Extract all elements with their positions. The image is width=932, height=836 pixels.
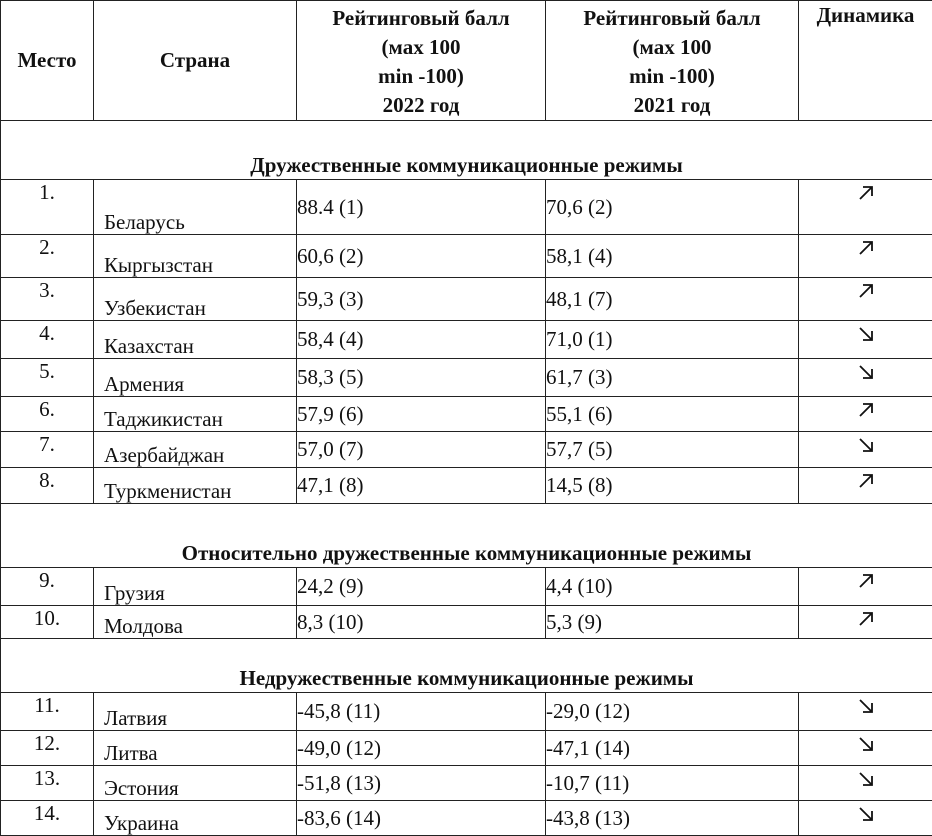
rating-2022-cell: 58,4 (4) bbox=[297, 321, 546, 359]
rating-2021-cell: 70,6 (2) bbox=[546, 180, 799, 235]
table-row bbox=[1, 432, 932, 468]
dynamics-cell bbox=[799, 606, 932, 639]
rating-2022-cell: -45,8 (11) bbox=[297, 693, 546, 731]
country-cell: Эстония bbox=[94, 766, 297, 801]
rating-2021-cell: 55,1 (6) bbox=[546, 397, 799, 432]
table-header-row bbox=[1, 1, 932, 121]
place-cell: 11. bbox=[1, 693, 94, 731]
rating-2022-cell: 47,1 (8) bbox=[297, 468, 546, 504]
section-title: Относительно дружественные коммуникационные режимы bbox=[1, 504, 932, 568]
header-dynamics: Динамика bbox=[799, 1, 932, 121]
country-cell: Армения bbox=[94, 359, 297, 397]
place-cell: 13. bbox=[1, 766, 94, 801]
header-place: Место bbox=[1, 1, 94, 121]
header-rating-2022-line: min -100) bbox=[297, 62, 545, 91]
rating-2021-cell: 58,1 (4) bbox=[546, 235, 799, 278]
section-row bbox=[1, 504, 932, 568]
header-rating-2022-line: Рейтинговый балл bbox=[297, 4, 545, 33]
table-row bbox=[1, 397, 932, 432]
header-rating-2021-line: Рейтинговый балл bbox=[546, 4, 798, 33]
place-cell: 7. bbox=[1, 432, 94, 468]
country-cell: Кыргызстан bbox=[94, 235, 297, 278]
country-cell: Казахстан bbox=[94, 321, 297, 359]
rating-2021-cell: 71,0 (1) bbox=[546, 321, 799, 359]
country-cell: Азербайджан bbox=[94, 432, 297, 468]
table-row bbox=[1, 606, 932, 639]
rating-2022-cell: -51,8 (13) bbox=[297, 766, 546, 801]
place-cell: 2. bbox=[1, 235, 94, 278]
dynamics-cell bbox=[799, 568, 932, 606]
arrow-up-right-icon bbox=[858, 611, 874, 627]
rating-2021-cell: 5,3 (9) bbox=[546, 606, 799, 639]
arrow-down-right-icon bbox=[858, 806, 874, 822]
rating-2022-cell: 57,9 (6) bbox=[297, 397, 546, 432]
rating-2022-cell: 88.4 (1) bbox=[297, 180, 546, 235]
place-cell: 1. bbox=[1, 180, 94, 235]
arrow-down-right-icon bbox=[858, 364, 874, 380]
rating-2021-cell: 4,4 (10) bbox=[546, 568, 799, 606]
place-cell: 8. bbox=[1, 468, 94, 504]
arrow-up-right-icon bbox=[858, 402, 874, 418]
table-row bbox=[1, 235, 932, 278]
arrow-up-right-icon bbox=[858, 283, 874, 299]
section-title: Недружественные коммуникационные режимы bbox=[1, 639, 932, 693]
rating-2022-cell: 8,3 (10) bbox=[297, 606, 546, 639]
dynamics-cell bbox=[799, 397, 932, 432]
arrow-up-right-icon bbox=[858, 185, 874, 201]
dynamics-cell bbox=[799, 731, 932, 766]
rating-2022-cell: 24,2 (9) bbox=[297, 568, 546, 606]
dynamics-cell bbox=[799, 468, 932, 504]
rating-2021-cell: 14,5 (8) bbox=[546, 468, 799, 504]
section-row bbox=[1, 121, 932, 180]
dynamics-cell bbox=[799, 359, 932, 397]
header-rating-2021-line: (мах 100 bbox=[546, 33, 798, 62]
arrow-up-right-icon bbox=[858, 240, 874, 256]
country-cell: Литва bbox=[94, 731, 297, 766]
header-rating-2022-line: 2022 год bbox=[297, 91, 545, 120]
place-cell: 12. bbox=[1, 731, 94, 766]
table-row bbox=[1, 321, 932, 359]
place-cell: 5. bbox=[1, 359, 94, 397]
place-cell: 9. bbox=[1, 568, 94, 606]
header-rating-2022-line: (мах 100 bbox=[297, 33, 545, 62]
rating-2021-cell: -29,0 (12) bbox=[546, 693, 799, 731]
rating-2021-cell: -43,8 (13) bbox=[546, 801, 799, 836]
arrow-down-right-icon bbox=[858, 698, 874, 714]
rating-2022-cell: -83,6 (14) bbox=[297, 801, 546, 836]
place-cell: 10. bbox=[1, 606, 94, 639]
country-cell: Грузия bbox=[94, 568, 297, 606]
table-row bbox=[1, 278, 932, 321]
table-row bbox=[1, 801, 932, 836]
table-row bbox=[1, 468, 932, 504]
country-cell: Беларусь bbox=[94, 180, 297, 235]
table-row bbox=[1, 180, 932, 235]
rating-2021-cell: -47,1 (14) bbox=[546, 731, 799, 766]
place-cell: 3. bbox=[1, 278, 94, 321]
arrow-up-right-icon bbox=[858, 473, 874, 489]
rating-2022-cell: 57,0 (7) bbox=[297, 432, 546, 468]
arrow-down-right-icon bbox=[858, 326, 874, 342]
rating-2022-cell: 58,3 (5) bbox=[297, 359, 546, 397]
dynamics-cell bbox=[799, 432, 932, 468]
rating-2022-cell: -49,0 (12) bbox=[297, 731, 546, 766]
table-row bbox=[1, 731, 932, 766]
dynamics-cell bbox=[799, 801, 932, 836]
country-cell: Туркменистан bbox=[94, 468, 297, 504]
dynamics-cell bbox=[799, 693, 932, 731]
section-row bbox=[1, 639, 932, 693]
dynamics-cell bbox=[799, 278, 932, 321]
place-cell: 4. bbox=[1, 321, 94, 359]
country-cell: Узбекистан bbox=[94, 278, 297, 321]
table-row bbox=[1, 693, 932, 731]
arrow-down-right-icon bbox=[858, 736, 874, 752]
place-cell: 14. bbox=[1, 801, 94, 836]
table-row bbox=[1, 359, 932, 397]
header-rating-2021 bbox=[546, 1, 799, 121]
arrow-up-right-icon bbox=[858, 573, 874, 589]
section-title: Дружественные коммуникационные режимы bbox=[1, 121, 932, 180]
dynamics-cell bbox=[799, 321, 932, 359]
rating-2021-cell: 57,7 (5) bbox=[546, 432, 799, 468]
dynamics-cell bbox=[799, 235, 932, 278]
country-cell: Таджикистан bbox=[94, 397, 297, 432]
table-row bbox=[1, 568, 932, 606]
header-rating-2021-line: 2021 год bbox=[546, 91, 798, 120]
rating-2021-cell: -10,7 (11) bbox=[546, 766, 799, 801]
header-country: Страна bbox=[94, 1, 297, 121]
rating-2021-cell: 61,7 (3) bbox=[546, 359, 799, 397]
dynamics-cell bbox=[799, 180, 932, 235]
header-rating-2021-line: min -100) bbox=[546, 62, 798, 91]
arrow-down-right-icon bbox=[858, 771, 874, 787]
table-row bbox=[1, 766, 932, 801]
place-cell: 6. bbox=[1, 397, 94, 432]
rating-2022-cell: 59,3 (3) bbox=[297, 278, 546, 321]
rating-2021-cell: 48,1 (7) bbox=[546, 278, 799, 321]
header-rating-2022 bbox=[297, 1, 546, 121]
country-cell: Украина bbox=[94, 801, 297, 836]
arrow-down-right-icon bbox=[858, 437, 874, 453]
country-cell: Молдова bbox=[94, 606, 297, 639]
dynamics-cell bbox=[799, 766, 932, 801]
rating-2022-cell: 60,6 (2) bbox=[297, 235, 546, 278]
country-cell: Латвия bbox=[94, 693, 297, 731]
